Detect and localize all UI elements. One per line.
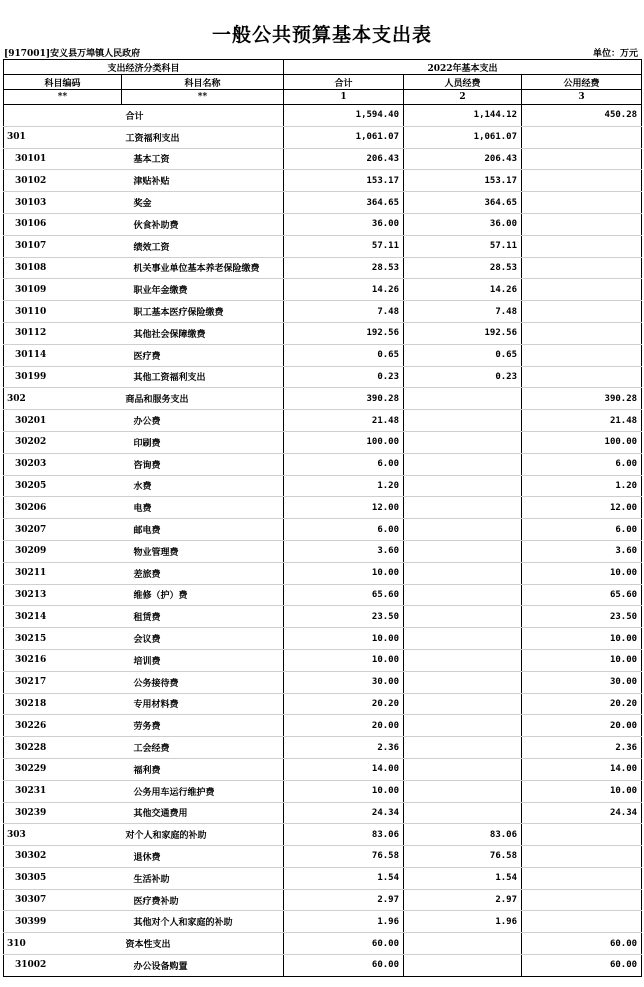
table-row [4,257,642,279]
row-code: 30216 [4,649,122,671]
row-code: 30302 [4,846,122,868]
row-code: 30102 [4,170,122,192]
row-code: 30399 [4,911,122,933]
row-name: 合计 [122,105,284,127]
table-row [4,933,642,955]
row-total: 364.65 [284,192,404,214]
row-total: 6.00 [284,519,404,541]
row-total: 60.00 [284,955,404,977]
table-row [4,431,642,453]
table-row [4,846,642,868]
row-code: 30207 [4,519,122,541]
row-personnel [404,562,522,584]
row-public [522,344,642,366]
table-row [4,693,642,715]
row-personnel: 1.54 [404,867,522,889]
row-total: 23.50 [284,606,404,628]
row-code [4,105,122,127]
row-name: 绩效工资 [122,235,284,257]
row-public: 10.00 [522,780,642,802]
row-code: 30107 [4,235,122,257]
row-public: 30.00 [522,671,642,693]
index-code: ** [4,90,122,105]
row-name: 机关事业单位基本养老保险缴费 [122,257,284,279]
header-code: 科目编码 [4,75,122,90]
row-name: 电费 [122,497,284,519]
row-personnel: 0.65 [404,344,522,366]
row-name: 其他交通费用 [122,802,284,824]
header-group-left: 支出经济分类科目 [4,60,284,75]
row-code: 30199 [4,366,122,388]
table-row [4,410,642,432]
row-code: 30205 [4,475,122,497]
row-public [522,170,642,192]
row-total: 24.34 [284,802,404,824]
row-name: 公务用车运行维护费 [122,780,284,802]
row-name: 医疗费 [122,344,284,366]
row-public: 10.00 [522,649,642,671]
page-title: 一般公共预算基本支出表 [211,24,432,46]
row-public: 2.36 [522,737,642,759]
row-name: 其他对个人和家庭的补助 [122,911,284,933]
row-public: 20.00 [522,715,642,737]
row-personnel: 83.06 [404,824,522,846]
row-public [522,235,642,257]
table-row [4,802,642,824]
table-row [4,955,642,977]
row-name: 职业年金缴费 [122,279,284,301]
row-personnel: 1.96 [404,911,522,933]
header-total: 合计 [284,75,404,90]
row-name: 退休费 [122,846,284,868]
row-code: 30202 [4,431,122,453]
row-code: 30215 [4,628,122,650]
row-code: 303 [4,824,122,846]
index-personnel: 2 [404,90,522,105]
row-name: 邮电费 [122,519,284,541]
row-code: 30231 [4,780,122,802]
row-public [522,322,642,344]
row-personnel: 192.56 [404,322,522,344]
row-total: 6.00 [284,453,404,475]
row-public: 60.00 [522,955,642,977]
row-public [522,257,642,279]
row-name: 办公费 [122,410,284,432]
table-row [4,170,642,192]
row-public [522,846,642,868]
row-personnel [404,780,522,802]
row-personnel: 0.23 [404,366,522,388]
row-total: 83.06 [284,824,404,846]
index-name: ** [122,90,284,105]
row-code: 30209 [4,540,122,562]
row-total: 1.54 [284,867,404,889]
row-code: 30201 [4,410,122,432]
row-name: 水费 [122,475,284,497]
row-public [522,148,642,170]
table-row [4,497,642,519]
row-name: 专用材料费 [122,693,284,715]
row-code: 30307 [4,889,122,911]
row-public: 450.28 [522,105,642,127]
row-code: 30214 [4,606,122,628]
row-personnel: 1,061.07 [404,126,522,148]
index-public: 3 [522,90,642,105]
row-personnel: 14.26 [404,279,522,301]
row-personnel: 2.97 [404,889,522,911]
row-personnel [404,671,522,693]
row-total: 20.00 [284,715,404,737]
row-code: 30206 [4,497,122,519]
table-row [4,540,642,562]
row-total: 192.56 [284,322,404,344]
row-total: 1.20 [284,475,404,497]
row-code: 30110 [4,301,122,323]
header-group-right: 2022年基本支出 [284,60,642,75]
row-public: 21.48 [522,410,642,432]
row-public: 1.20 [522,475,642,497]
row-total: 153.17 [284,170,404,192]
row-code: 30112 [4,322,122,344]
row-public: 6.00 [522,453,642,475]
row-total: 36.00 [284,213,404,235]
row-code: 30106 [4,213,122,235]
table-row [4,388,642,410]
row-public: 10.00 [522,628,642,650]
row-personnel [404,431,522,453]
table-row [4,758,642,780]
row-code: 30211 [4,562,122,584]
row-total: 3.60 [284,540,404,562]
row-name: 办公设备购置 [122,955,284,977]
table-row [4,911,642,933]
row-code: 31002 [4,955,122,977]
row-personnel: 76.58 [404,846,522,868]
row-public: 3.60 [522,540,642,562]
row-code: 30305 [4,867,122,889]
row-name: 资本性支出 [122,933,284,955]
row-personnel [404,715,522,737]
row-code: 30229 [4,758,122,780]
row-personnel: 57.11 [404,235,522,257]
row-code: 30217 [4,671,122,693]
row-personnel: 153.17 [404,170,522,192]
row-personnel [404,475,522,497]
row-public: 390.28 [522,388,642,410]
row-personnel [404,933,522,955]
row-total: 2.97 [284,889,404,911]
row-name: 工会经费 [122,737,284,759]
table-row [4,344,642,366]
row-total: 390.28 [284,388,404,410]
row-name: 伙食补助费 [122,213,284,235]
table-row [4,301,642,323]
row-public: 12.00 [522,497,642,519]
row-total: 7.48 [284,301,404,323]
row-personnel [404,388,522,410]
row-total: 1,061.07 [284,126,404,148]
row-code: 30109 [4,279,122,301]
row-total: 206.43 [284,148,404,170]
row-total: 65.60 [284,584,404,606]
row-name: 公务接待费 [122,671,284,693]
row-total: 14.00 [284,758,404,780]
row-name: 培训费 [122,649,284,671]
row-name: 医疗费补助 [122,889,284,911]
row-public [522,301,642,323]
row-personnel [404,628,522,650]
row-personnel [404,497,522,519]
unit-label: 单位：万元 [592,49,638,59]
row-personnel: 28.53 [404,257,522,279]
row-total: 2.36 [284,737,404,759]
table-row [4,715,642,737]
row-code: 30108 [4,257,122,279]
row-public [522,126,642,148]
table-row [4,366,642,388]
table-row [4,649,642,671]
row-total: 10.00 [284,628,404,650]
row-total: 20.20 [284,693,404,715]
row-total: 12.00 [284,497,404,519]
row-personnel: 364.65 [404,192,522,214]
unit-code: [917001]安义县万埠镇人民政府 [4,49,141,59]
table-row [4,562,642,584]
header-group-row [4,60,642,75]
row-name: 印刷费 [122,431,284,453]
row-public [522,911,642,933]
row-total: 1,594.40 [284,105,404,127]
row-code: 30103 [4,192,122,214]
row-public: 65.60 [522,584,642,606]
index-total: 1 [284,90,404,105]
row-total: 1.96 [284,911,404,933]
row-name: 奖金 [122,192,284,214]
row-code: 30218 [4,693,122,715]
row-name: 其他社会保障缴费 [122,322,284,344]
header-personnel: 人员经费 [404,75,522,90]
row-name: 物业管理费 [122,540,284,562]
row-code: 30203 [4,453,122,475]
row-personnel [404,737,522,759]
row-total: 100.00 [284,431,404,453]
row-name: 工资福利支出 [122,126,284,148]
row-name: 职工基本医疗保险缴费 [122,301,284,323]
table-row [4,780,642,802]
table-row [4,519,642,541]
row-code: 30226 [4,715,122,737]
row-name: 商品和服务支出 [122,388,284,410]
header-name: 科目名称 [122,75,284,90]
table-row [4,213,642,235]
row-personnel [404,410,522,432]
row-total: 10.00 [284,649,404,671]
header-public: 公用经费 [522,75,642,90]
row-name: 劳务费 [122,715,284,737]
table-row [4,192,642,214]
row-public [522,867,642,889]
row-personnel [404,758,522,780]
row-public [522,824,642,846]
row-code: 30239 [4,802,122,824]
row-public: 24.34 [522,802,642,824]
row-public [522,889,642,911]
row-total: 10.00 [284,780,404,802]
row-public [522,366,642,388]
row-name: 基本工资 [122,148,284,170]
row-name: 租赁费 [122,606,284,628]
row-code: 302 [4,388,122,410]
row-name: 维修（护）费 [122,584,284,606]
table-row [4,584,642,606]
row-code: 301 [4,126,122,148]
row-total: 30.00 [284,671,404,693]
row-personnel [404,584,522,606]
row-total: 76.58 [284,846,404,868]
row-name: 津贴补贴 [122,170,284,192]
table-row [4,606,642,628]
table-row [4,453,642,475]
table-row [4,279,642,301]
table-row [4,105,642,127]
header-index-row [4,90,642,105]
table-row [4,126,642,148]
row-public: 6.00 [522,519,642,541]
row-public: 23.50 [522,606,642,628]
row-public [522,279,642,301]
table-row [4,148,642,170]
row-public: 10.00 [522,562,642,584]
table-row [4,867,642,889]
row-public: 14.00 [522,758,642,780]
row-total: 10.00 [284,562,404,584]
row-name: 差旅费 [122,562,284,584]
row-name: 其他工资福利支出 [122,366,284,388]
row-personnel [404,606,522,628]
row-public [522,192,642,214]
row-public [522,213,642,235]
row-code: 30114 [4,344,122,366]
row-personnel: 36.00 [404,213,522,235]
row-total: 14.26 [284,279,404,301]
row-total: 57.11 [284,235,404,257]
row-total: 60.00 [284,933,404,955]
table-row [4,322,642,344]
row-personnel [404,540,522,562]
row-personnel [404,519,522,541]
row-total: 0.23 [284,366,404,388]
table-row [4,889,642,911]
row-personnel [404,453,522,475]
table-row [4,235,642,257]
row-total: 28.53 [284,257,404,279]
row-name: 生活补助 [122,867,284,889]
row-total: 0.65 [284,344,404,366]
table-row [4,824,642,846]
row-personnel: 7.48 [404,301,522,323]
table-row [4,628,642,650]
row-name: 咨询费 [122,453,284,475]
row-name: 会议费 [122,628,284,650]
row-code: 30213 [4,584,122,606]
row-personnel: 1,144.12 [404,105,522,127]
row-public: 20.20 [522,693,642,715]
row-code: 30228 [4,737,122,759]
row-name: 对个人和家庭的补助 [122,824,284,846]
row-personnel [404,693,522,715]
row-public: 100.00 [522,431,642,453]
row-name: 福利费 [122,758,284,780]
row-public: 60.00 [522,933,642,955]
budget-table [3,59,642,977]
row-code: 30101 [4,148,122,170]
row-personnel [404,649,522,671]
row-personnel [404,955,522,977]
row-personnel [404,802,522,824]
row-personnel: 206.43 [404,148,522,170]
table-row [4,671,642,693]
header-column-row [4,75,642,90]
row-total: 21.48 [284,410,404,432]
row-code: 310 [4,933,122,955]
table-row [4,475,642,497]
table-row [4,737,642,759]
